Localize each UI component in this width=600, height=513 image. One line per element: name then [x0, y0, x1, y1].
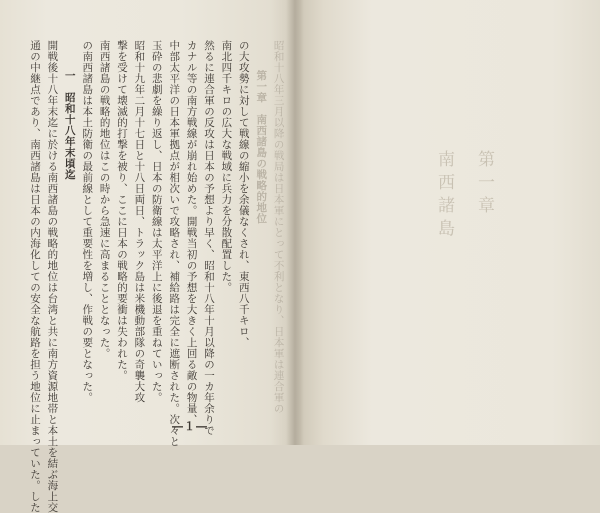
text-column: 玉砕の悲劇を繰り返し、日本の防衛線は太平洋上に後退を重ねていった。 [150, 40, 163, 403]
text-column: の大攻勢に対して戦線の縮小を余儀なくされ、東西八千キロ、 [237, 40, 250, 348]
section-heading: 第一章 南西諸島の戦略的地位 [255, 70, 268, 224]
text-column: カナル等の南方戦線が崩れ始めた。開戦当初の予想を大きく上回る敵の物量、 [185, 40, 198, 425]
facing-page [302, 0, 600, 445]
text-page [0, 0, 290, 513]
text-column: 南西諸島の戦略的地位はこの時から急速に高まることとなった。 [98, 40, 111, 359]
text-column: 開戦後十八年末迄に於ける南西諸島の戦略的地位は台湾と共に南方資源地帯と本土を結ぶ海上交 [46, 40, 59, 513]
text-column: 撃を受けて壊滅的打撃を被り、ここに日本の戦略的要衝は失われた。 [115, 40, 128, 381]
text-column: 通の中継点であり、南西諸島は日本の内海化しての安全な航路を担う地位に止まっていた。した [28, 40, 41, 513]
faint-heading-1: 第一章 [474, 150, 494, 219]
text-column: 南北四千キロの広大な戦域に兵力を分散配置した。 [220, 40, 233, 293]
text-column: の南西諸島は本土防衛の最前線として重要性を増し、作戦の要となった。 [81, 40, 94, 403]
page-number: ―１― [172, 420, 208, 433]
text-column: 昭和十八年三月以降の戦局は日本軍にとって不利となり、日本軍は連合軍の [272, 40, 285, 414]
text-column: 然るに連合軍の反攻は日本の予想より早く、昭和十八年十月以降の一カ年余りで [202, 40, 215, 436]
text-column: 昭和十九年二月十七日と十八日両日、トラック島は米機動部隊の奇襲大攻 [133, 40, 146, 403]
faint-heading-2: 南西諸島 [434, 150, 454, 242]
section-heading: 一 昭和十八年末頃迄 [63, 70, 76, 180]
text-column: 中部太平洋の日本軍拠点が相次いで攻略され、補給路は完全に遮断された。次々と [168, 40, 181, 447]
